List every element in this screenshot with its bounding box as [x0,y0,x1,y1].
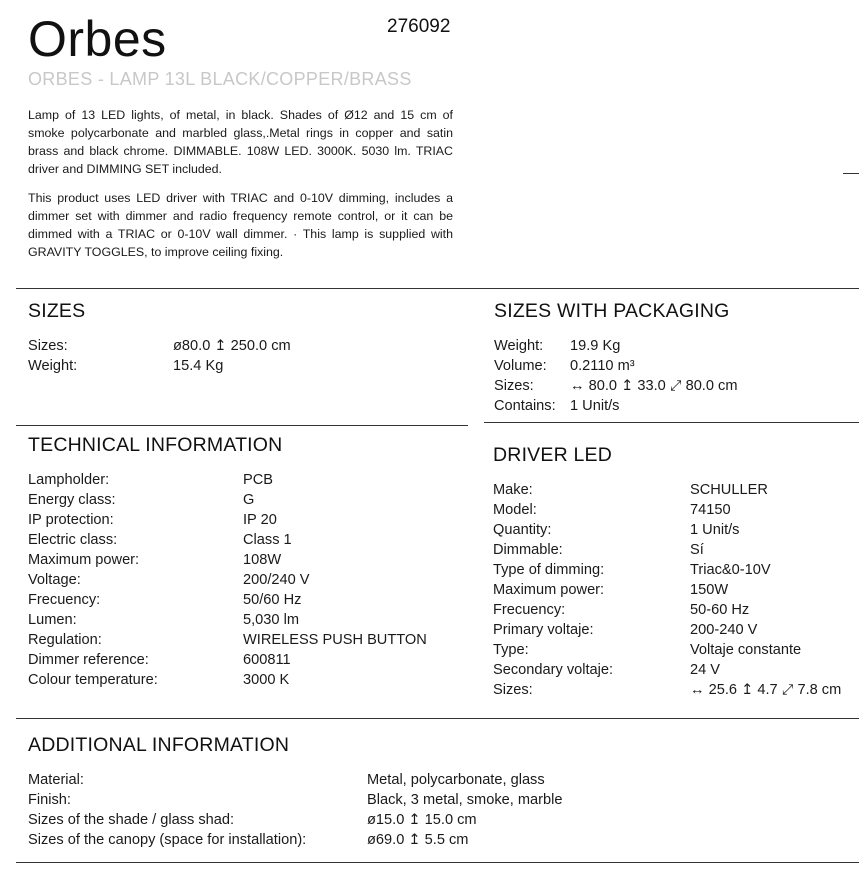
row-value: 0.2110 m³ [570,358,635,374]
row-value: 50/60 Hz [243,592,302,608]
table-row [493,500,853,520]
row-label: Model: [493,502,537,518]
row-label: Electric class: [28,532,118,548]
section-title-sizes: SIZES [28,300,86,322]
row-value: ø15.0 ↥ 15.0 cm [367,812,477,828]
description-paragraph-1: Lamp of 13 LED lights, of metal, in black. Shades of Ø12 and 15 cm of smoke polycarbonate and marbled glass,.Metal rings in copper and satin brass and black chrome. DIMMABLE. 108W LED. 3000K. 5030 lm. TRIAC driver and DIMMING SET included. [28,108,453,176]
table-row [493,560,853,580]
row-label: Dimmable: [493,542,563,558]
table-row [28,336,458,356]
table-row [494,356,854,376]
divider [16,425,468,426]
table-row [494,336,854,356]
row-value: PCB [243,472,274,488]
row-value: 15.4 Kg [173,358,224,374]
row-value: 74150 [690,502,731,518]
row-value: ø80.0 ↥ 250.0 cm [173,338,291,354]
row-label: Finish: [28,792,71,808]
table-row [493,680,853,700]
sizes-packaging-table [494,336,854,416]
row-label: Lumen: [28,612,77,628]
description-paragraph-2: This product uses LED driver with TRIAC and 0-10V dimming, includes a dimmer set with dimmer and radio frequency remote control, or it can be dimmed with a TRIAC or 0-10V wall dimmer. · This lamp is supplied with GRAVITY TOGGLES, to improve ceiling fixing. [28,191,453,259]
page-edge-mark [843,173,859,174]
driver-table [493,480,853,700]
divider [484,422,859,423]
row-label: Colour temperature: [28,672,158,688]
product-subtitle: ORBES - LAMP 13L BLACK/COPPER/BRASS [28,69,412,89]
row-label: Frecuency: [493,602,566,618]
technical-table [28,470,468,690]
row-value: ↔ 80.0 ↥ 33.0 ⤢ 80.0 cm [570,378,738,394]
row-label: Contains: [494,398,556,414]
row-label: Weight: [28,358,78,374]
table-row [28,510,468,530]
table-row [28,670,468,690]
product-reference: 276092 [387,16,451,37]
row-label: Sizes: [28,338,68,354]
row-label: Lampholder: [28,472,110,488]
row-value: WIRELESS PUSH BUTTON [243,632,427,648]
row-value: ø69.0 ↥ 5.5 cm [367,832,469,848]
table-row [493,600,853,620]
divider [16,718,859,719]
table-row [28,830,628,850]
row-value: Triac&0-10V [690,562,771,578]
table-row [28,570,468,590]
table-row [28,470,468,490]
row-value: 19.9 Kg [570,338,621,354]
table-row [28,630,468,650]
row-value: Voltaje constante [690,642,802,658]
table-row [28,490,468,510]
table-row [493,640,853,660]
row-value: 200/240 V [243,572,310,588]
row-value: 1 Unit/s [570,398,620,414]
table-row [493,540,853,560]
divider [16,288,859,289]
row-value: 200-240 V [690,622,758,638]
table-row [493,620,853,640]
row-label: Secondary voltaje: [493,662,614,678]
row-label: IP protection: [28,512,114,528]
table-row [494,376,854,396]
row-label: Sizes of the canopy (space for installation): [28,832,307,848]
additional-table [28,770,628,850]
row-value: Black, 3 metal, smoke, marble [367,792,563,808]
row-value: 5,030 lm [243,612,299,628]
row-value: Sí [690,542,704,558]
row-value: IP 20 [243,512,277,528]
row-label: Type of dimming: [493,562,605,578]
row-value: 1 Unit/s [690,522,740,538]
row-value: 50-60 Hz [690,602,750,618]
row-value: 24 V [690,662,721,678]
row-label: Energy class: [28,492,116,508]
section-title-additional: ADDITIONAL INFORMATION [28,734,290,756]
row-label: Voltage: [28,572,81,588]
section-title-driver: DRIVER LED [493,444,613,466]
row-value: Metal, polycarbonate, glass [367,772,545,788]
row-label: Weight: [494,338,544,354]
section-title-sizes-packaging: SIZES WITH PACKAGING [494,300,730,322]
row-label: Sizes: [494,378,534,394]
row-label: Maximum power: [28,552,140,568]
product-title: Orbes [28,11,167,67]
row-value: ↔ 25.6 ↥ 4.7 ⤢ 7.8 cm [690,682,842,698]
row-label: Volume: [494,358,547,374]
table-row [28,530,468,550]
row-value: 600811 [243,652,291,668]
table-row [28,356,458,376]
row-label: Frecuency: [28,592,101,608]
row-value: 3000 K [243,672,290,688]
row-value: 108W [243,552,282,568]
table-row [493,480,853,500]
sizes-table [28,336,458,376]
table-row [28,590,468,610]
row-label: Sizes of the shade / glass shad: [28,812,235,828]
table-row [494,396,854,416]
table-row [28,610,468,630]
table-row [28,810,628,830]
table-row [28,770,628,790]
row-label: Regulation: [28,632,102,648]
table-row [28,550,468,570]
row-label: Type: [493,642,529,658]
table-row [28,650,468,670]
row-label: Make: [493,482,533,498]
row-label: Dimmer reference: [28,652,149,668]
row-value: 150W [690,582,729,598]
table-row [493,660,853,680]
divider [16,862,859,863]
table-row [493,520,853,540]
row-value: Class 1 [243,532,292,548]
table-row [28,790,628,810]
row-label: Sizes: [493,682,533,698]
row-label: Maximum power: [493,582,605,598]
row-value: SCHULLER [690,482,768,498]
row-label: Primary voltaje: [493,622,594,638]
table-row [493,580,853,600]
row-label: Material: [28,772,84,788]
row-value: G [243,492,255,508]
row-label: Quantity: [493,522,552,538]
section-title-technical: TECHNICAL INFORMATION [28,434,283,456]
